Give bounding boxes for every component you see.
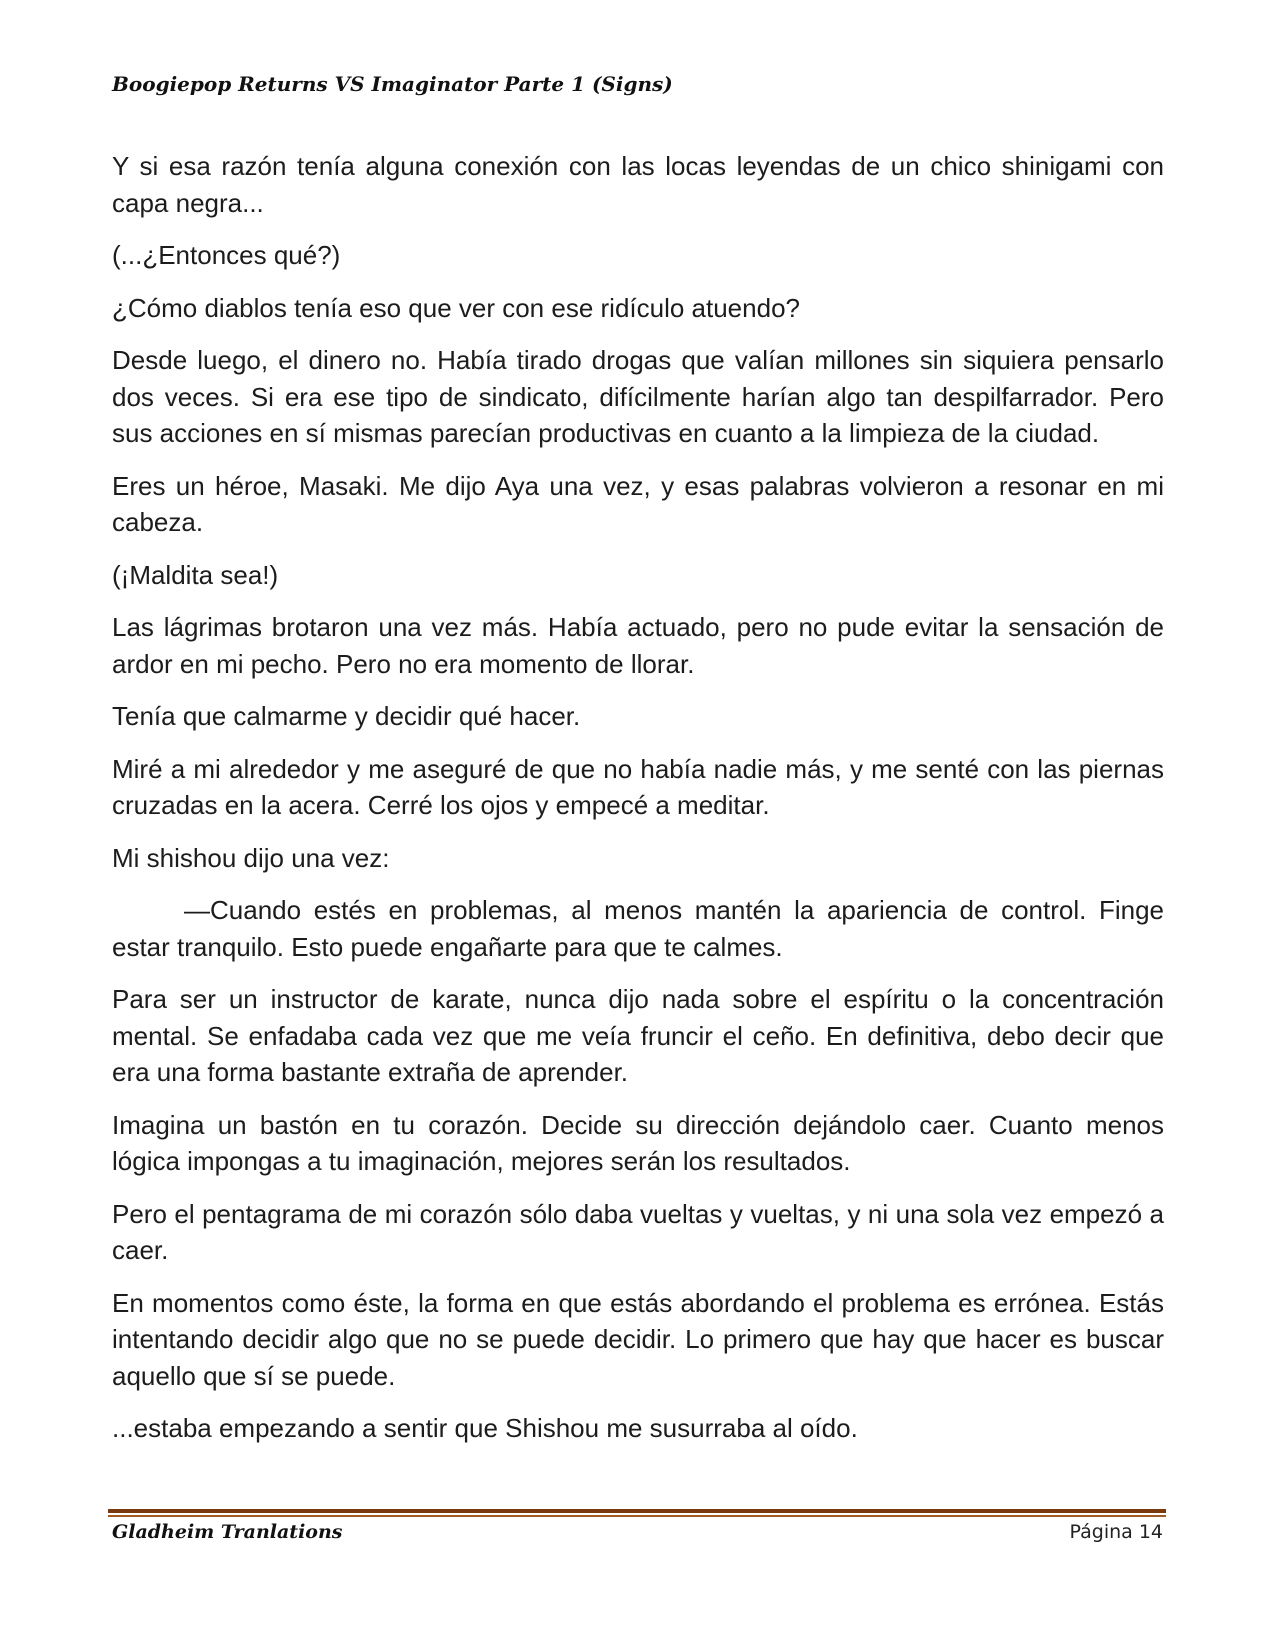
paragraph: Y si esa razón tenía alguna conexión con las locas leyendas de un chico shinigami con capa negra... [112, 151, 1164, 218]
paragraph: ...estaba empezando a sentir que Shishou me susurraba al oído. [112, 1413, 858, 1443]
footer-divider [108, 1509, 1166, 1517]
footer-divider-thick [108, 1509, 1166, 1513]
footer-credit: Gladheim Tranlations [112, 1521, 343, 1543]
paragraph: Desde luego, el dinero no. Había tirado drogas que valían millones sin siquiera pensarlo dos veces. Si era ese tipo de sindicato, difícilmente harían algo tan despilfarrador. Pero sus acciones en sí mismas parecían productivas en cuanto a la limpieza de la ciudad. [112, 345, 1164, 448]
paragraph: Tenía que calmarme y decidir qué hacer. [112, 701, 581, 731]
running-header-title: Boogiepop Returns VS Imaginator Parte 1 (Signs) [112, 72, 673, 96]
paragraph: ¿Cómo diablos tenía eso que ver con ese ridículo atuendo? [112, 292, 800, 323]
page-number-label [1070, 1521, 1163, 1543]
footer-divider-thin [108, 1515, 1166, 1517]
page-number: 14 [1138, 1521, 1163, 1543]
paragraph: Miré a mi alrededor y me aseguré de que no había nadie más, y me senté con las piernas cruzadas en la acera. Cerré los ojos y empecé a meditar. [112, 753, 1164, 820]
paragraph: Mi shishou dijo una vez: [112, 842, 390, 873]
paragraph: (¡Maldita sea!) [112, 559, 279, 590]
paragraph: (...¿Entonces qué?) [112, 240, 341, 270]
paragraph: Para ser un instructor de karate, nunca dijo nada sobre el espíritu o la concentración mental. Se enfadaba cada vez que me veía fruncir el ceño. En definitiva, debo decir que era una forma bastante extraña de aprender. [112, 984, 1164, 1087]
page-label: Página [1069, 1521, 1133, 1543]
body-text [112, 148, 1164, 1463]
paragraph: Eres un héroe, Masaki. Me dijo Aya una vez, y esas palabras volvieron a resonar en mi cabeza. [112, 470, 1164, 537]
paragraph: Imagina un bastón en tu corazón. Decide su dirección dejándolo caer. Cuanto menos lógica impongas a tu imaginación, mejores serán los resultados. [112, 1109, 1164, 1176]
dialogue-paragraph: —Cuando estés en problemas, al menos mantén la apariencia de control. Finge estar tranquilo. Esto puede engañarte para que te calmes. [112, 895, 1164, 962]
paragraph: Pero el pentagrama de mi corazón sólo daba vueltas y vueltas, y ni una sola vez empezó a caer. [112, 1198, 1164, 1265]
paragraph: En momentos como éste, la forma en que estás abordando el problema es errónea. Estás intentando decidir algo que no se puede decidir. Lo primero que hay que hacer es buscar aquello que sí se puede. [112, 1287, 1164, 1391]
paragraph: Las lágrimas brotaron una vez más. Había actuado, pero no pude evitar la sensación de ardor en mi pecho. Pero no era momento de llorar. [112, 612, 1164, 679]
